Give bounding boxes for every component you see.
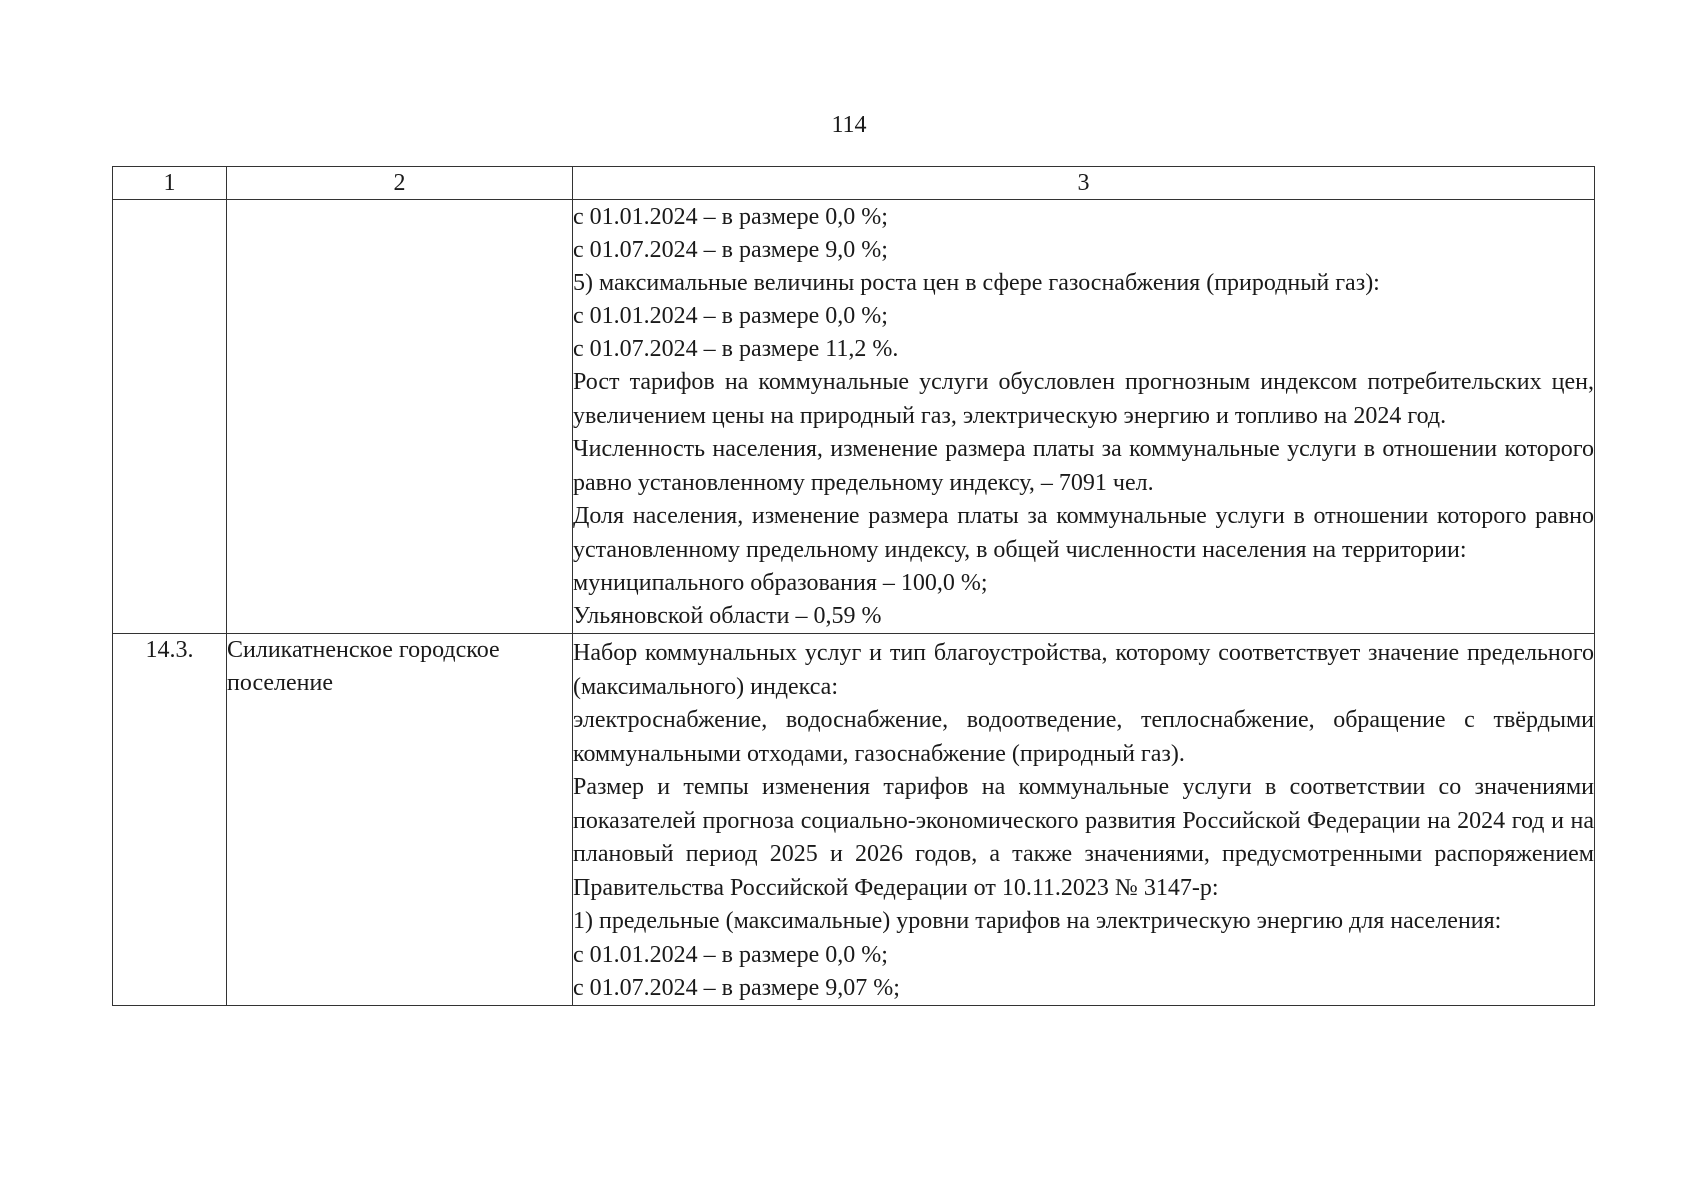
row-content — [573, 200, 1595, 634]
text-paragraph: Доля населения, изменение размера платы за коммунальные услуги в отношении которого равно установленному предельному индексу, в общей численности населения на территории: — [573, 503, 1594, 563]
table-row-14-3 — [113, 634, 1595, 1006]
row-content — [573, 634, 1595, 1006]
text-line: с 01.01.2024 – в размере 0,0 %; — [573, 204, 888, 230]
text-paragraph: 1) предельные (максимальные) уровни тарифов на электрическую энергию для населения: — [573, 908, 1502, 934]
text-line: с 01.07.2024 – в размере 9,0 %; — [573, 237, 888, 263]
settlement-name — [227, 200, 573, 634]
text-paragraph: Численность населения, изменение размера платы за коммунальные услуги в отношении которого равно установленному предельному индексу, – 7091 чел. — [573, 436, 1594, 496]
row-number: 14.3. — [113, 634, 227, 1006]
table-header-row — [113, 167, 1595, 200]
text-line: Ульяновской области – 0,59 % — [573, 603, 882, 629]
text-paragraph: электроснабжение, водоснабжение, водоотведение, теплоснабжение, обращение с твёрдыми коммунальными отходами, газоснабжение (природный газ). — [573, 707, 1594, 767]
header-col-2: 2 — [227, 167, 573, 200]
settlement-name: Силикатненское городское поселение — [227, 634, 573, 1006]
page-number: 114 — [831, 112, 867, 138]
text-line: с 01.07.2024 – в размере 11,2 %. — [573, 336, 899, 362]
row-number — [113, 200, 227, 634]
table-row-continued — [113, 200, 1595, 634]
text-line: с 01.07.2024 – в размере 9,07 %; — [573, 974, 900, 1001]
text-paragraph: Размер и темпы изменения тарифов на коммунальные услуги в соответствии со значениями показателей прогноза социально-экономического развития Российской Федерации на 2024 год и на плановый период 2025 и 2026 годов, а также значениями, предусмотренными распоряжением Правительства Российской Федерации от 10.11.2023 № 3147-р: — [573, 774, 1594, 901]
text-line: 5) максимальные величины роста цен в сфере газоснабжения (природный газ): — [573, 270, 1380, 296]
text-paragraph: Набор коммунальных услуг и тип благоустройства, которому соответствует значение предельного (максимального) индекса: — [573, 640, 1594, 700]
tariff-table — [112, 166, 1595, 1006]
text-paragraph: Рост тарифов на коммунальные услуги обусловлен прогнозным индексом потребительских цен, увеличением цены на природный газ, электрическую энергию и топливо на 2024 год. — [573, 369, 1594, 429]
text-line: с 01.01.2024 – в размере 0,0 %; — [573, 941, 888, 968]
header-col-3: 3 — [573, 167, 1595, 200]
header-col-1: 1 — [113, 167, 227, 200]
text-line: с 01.01.2024 – в размере 0,0 %; — [573, 303, 888, 329]
text-line: муниципального образования – 100,0 %; — [573, 570, 988, 596]
